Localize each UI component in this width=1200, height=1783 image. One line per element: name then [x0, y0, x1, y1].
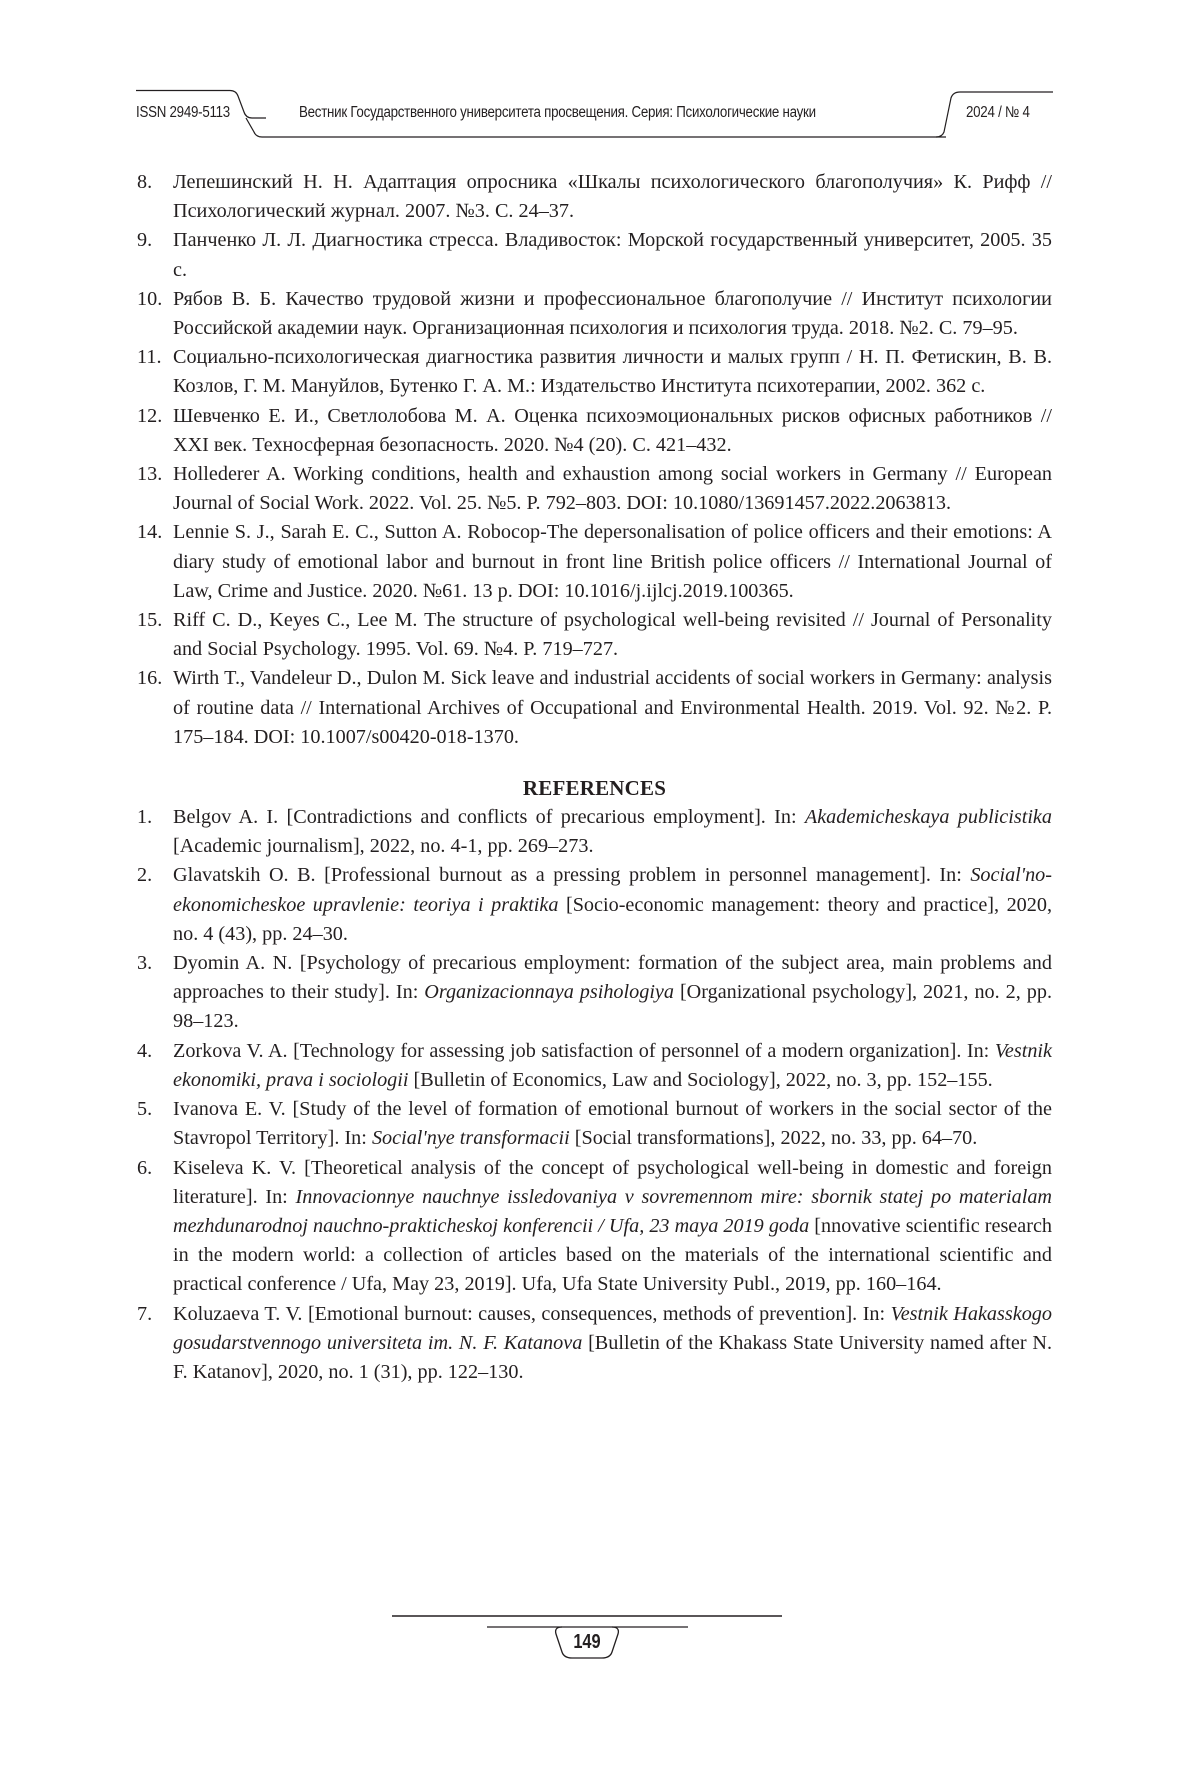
reference-text: Riff C. D., Keyes C., Lee M. The structure of psychological well-being revisited // Journal of Personality and Social Psychology. 1995. Vol. 69. №4. P. 719–727. [173, 609, 1052, 660]
reference-text: Wirth T., Vandeleur D., Dulon M. Sick leave and industrial accidents of social workers in Germany: analysis of routine data // International Archives of Occupational and Environmental Health. 2019. Vol. 92. №2. P. 175–184. DOI: 10.1007/s00420-018-1370. [173, 667, 1052, 747]
reference-number: 15. [137, 606, 162, 635]
page-footer [392, 1608, 782, 1678]
reference-item [137, 285, 1052, 343]
reference-text: Hollederer A. Working conditions, health and exhaustion among social workers in Germany // European Journal of Social Work. 2022. Vol. 25. №5. P. 792–803. DOI: 10.1080/13691457.2022.2063813. [173, 463, 1052, 514]
reference-source-title: Innovacionnye nauchnye issledovaniya v sovremennom mire: sbornik statej po materialam mezhdunarodnoj nauchno-prakticheskoj konferencii / Ufa, 23 maya 2019 goda [173, 1186, 1052, 1237]
reference-item [137, 949, 1052, 1037]
reference-source-title: Vestnik ekonomiki, prava i sociologii [173, 1040, 1052, 1091]
reference-number: 16. [137, 664, 162, 693]
reference-number: 4. [137, 1037, 152, 1066]
reference-text-tail: [Social transformations], 2022, no. 33, pp. 64–70. [570, 1127, 978, 1149]
reference-item [137, 402, 1052, 460]
reference-number: 13. [137, 460, 162, 489]
reference-item [137, 606, 1052, 664]
header-issn: ISSN 2949-5113 [136, 104, 230, 122]
reference-item [137, 1037, 1052, 1095]
reference-number: 11. [137, 343, 162, 372]
reference-text: Социально-психологическая диагностика развития личности и малых групп / Н. П. Фетискин, В. В. Козлов, Г. М. Мануйлов, Бутенко Г. А. М.: Издательство Института психотерапии, 2002. 362 с. [173, 346, 1052, 397]
reference-number: 3. [137, 949, 152, 978]
reference-text: Панченко Л. Л. Диагностика стресса. Владивосток: Морской государственный университет, 2005. 35 с. [173, 229, 1052, 280]
reference-number: 14. [137, 518, 162, 547]
reference-item [137, 861, 1052, 949]
reference-text-tail: [Bulletin of Economics, Law and Sociology], 2022, no. 3, pp. 152–155. [408, 1069, 992, 1091]
reference-number: 10. [137, 285, 162, 314]
reference-text: Dyomin A. N. [Psychology of precarious employment: formation of the subject area, main problems and approaches to their study]. In: [173, 952, 1052, 1003]
page [0, 0, 1200, 1783]
reference-item [137, 1095, 1052, 1153]
reference-item [137, 1300, 1052, 1388]
reference-item [137, 803, 1052, 861]
reference-item [137, 518, 1052, 606]
reference-text: Koluzaeva T. V. [Emotional burnout: causes, consequences, methods of prevention]. In: [173, 1303, 891, 1325]
reference-number: 9. [137, 226, 152, 255]
reference-text-tail: [Organizational psychology], 2021, no. 2, pp. 98–123. [173, 981, 1052, 1032]
reference-text: Рябов В. Б. Качество трудовой жизни и профессиональное благополучие // Институт психологии Российской академии наук. Организационная психология и психология труда. 2018. №2. С. 79–95. [173, 288, 1052, 339]
reference-item [137, 226, 1052, 284]
reference-number: 1. [137, 803, 152, 832]
reference-text-tail: [Academic journalism], 2022, no. 4-1, pp. 269–273. [173, 835, 594, 857]
reference-text: Zorkova V. A. [Technology for assessing job satisfaction of personnel of a modern organization]. In: [173, 1040, 995, 1062]
reference-number: 5. [137, 1095, 152, 1124]
reference-item [137, 460, 1052, 518]
reference-text: Ivanova E. V. [Study of the level of formation of emotional burnout of workers in the social sector of the Stavropol Territory]. In: [173, 1098, 1052, 1149]
references-heading: REFERENCES [137, 774, 1052, 803]
reference-number: 8. [137, 168, 152, 197]
running-header [136, 90, 1053, 138]
reference-text: Lennie S. J., Sarah E. C., Sutton A. Robocop-The depersonalisation of police officers and their emotions: A diary study of emotional labor and burnout in front line British police officers // International Journal of Law, Crime and Justice. 2020. №61. 13 p. DOI: 10.1016/j.ijlcj.2019.100365. [173, 521, 1052, 601]
reference-source-title: Akademicheskaya publicistika [805, 806, 1052, 828]
reference-number: 7. [137, 1300, 152, 1329]
reference-source-title: Social'nye transformacii [372, 1127, 570, 1149]
reference-number: 12. [137, 402, 162, 431]
reference-text: Kiseleva K. V. [Theoretical analysis of the concept of psychological well-being in domestic and foreign literature]. In: [173, 1157, 1052, 1208]
reference-text: Belgov A. I. [Contradictions and conflicts of precarious employment]. In: [173, 806, 805, 828]
header-issue: 2024 / № 4 [966, 104, 1030, 122]
reference-text-tail: [Bulletin of the Khakass State University named after N. F. Katanov], 2020, no. 1 (31), pp. 122–130. [173, 1332, 1052, 1383]
reference-source-title: Organizacionnaya psihologiya [424, 981, 674, 1003]
reference-item [137, 664, 1052, 752]
reference-item [137, 343, 1052, 401]
reference-text-tail: [nnovative scientific research in the modern world: a collection of articles based on the materials of the international scientific and practical conference / Ufa, May 23, 2019]. Ufa, Ufa State University Publ., 2019, pp. 160–164. [173, 1215, 1052, 1295]
reference-number: 2. [137, 861, 152, 890]
reference-text: Glavatskih O. B. [Professional burnout as a pressing problem in personnel management]. In: [173, 864, 970, 886]
page-number: 149 [427, 1631, 747, 1654]
reference-list-russian [137, 168, 1052, 752]
reference-source-title: Social'no-ekonomicheskoe upravlenie: teoriya i praktika [173, 864, 1052, 915]
header-journal-title: Вестник Государственного университета просвещения. Серия: Психологические науки [299, 104, 816, 122]
reference-item [137, 1154, 1052, 1300]
reference-text-tail: [Socio-economic management: theory and practice], 2020, no. 4 (43), pp. 24–30. [173, 894, 1052, 945]
reference-list-english [137, 803, 1052, 1387]
reference-text: Лепешинский Н. Н. Адаптация опросника «Шкалы психологического благополучия» К. Рифф // Психологический журнал. 2007. №3. С. 24–37. [173, 171, 1052, 222]
reference-number: 6. [137, 1154, 152, 1183]
content [137, 168, 1052, 1387]
reference-source-title: Vestnik Hakasskogo gosudarstvennogo universiteta im. N. F. Katanova [173, 1303, 1052, 1354]
reference-text: Шевченко Е. И., Светлолобова М. А. Оценка психоэмоциональных рисков офисных работников // XXI век. Техносферная безопасность. 2020. №4 (20). С. 421–432. [173, 405, 1052, 456]
reference-item [137, 168, 1052, 226]
